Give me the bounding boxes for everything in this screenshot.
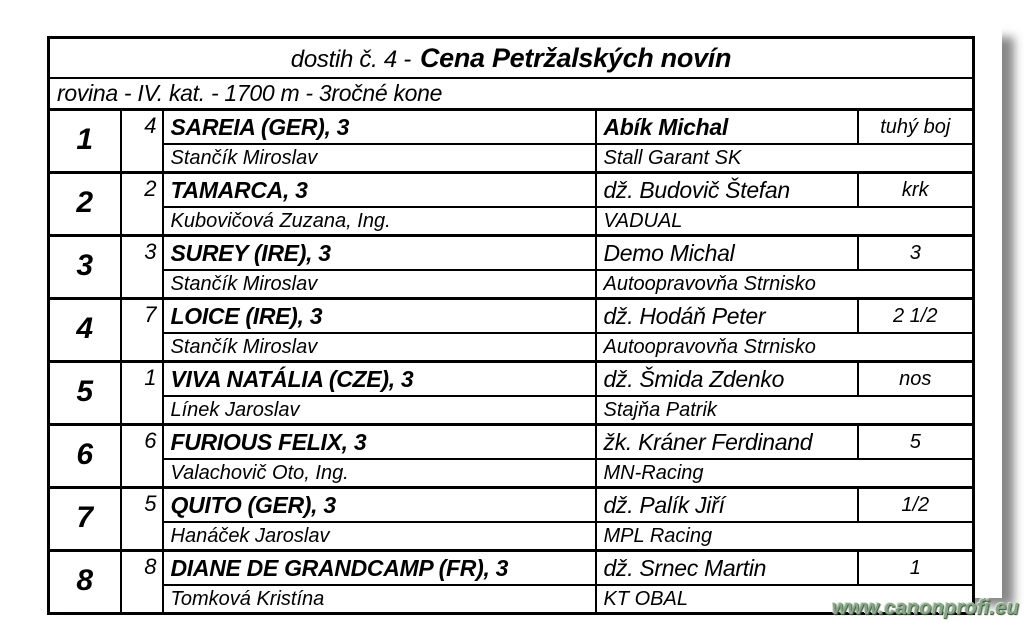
results-body	[49, 110, 974, 614]
result-row-secondary	[49, 144, 974, 173]
jockey-cell: Abík Michal	[596, 110, 858, 145]
result-row-secondary	[49, 396, 974, 425]
result-row-main	[49, 488, 974, 523]
result-row-main	[49, 173, 974, 208]
jockey-cell: Demo Michal	[596, 236, 858, 271]
title-row	[49, 38, 974, 79]
jockey-cell: dž. Srnec Martin	[596, 551, 858, 586]
finish-place-cell: 2	[49, 173, 121, 236]
result-row-secondary	[49, 270, 974, 299]
margin-cell: nos	[858, 362, 974, 397]
finish-place-cell: 5	[49, 362, 121, 425]
owner-cell: Autoopravovňa Strnisko	[603, 335, 816, 358]
trainer-cell: Tomková Kristína	[163, 585, 596, 614]
result-row-main	[49, 236, 974, 271]
result-row-main	[49, 551, 974, 586]
finish-place-cell: 4	[49, 299, 121, 362]
result-row-secondary	[49, 459, 974, 488]
owner-cell: Stall Garant SK	[603, 146, 742, 169]
horse-name-cell: FURIOUS FELIX, 3	[163, 425, 596, 460]
trainer-cell: Valachovič Oto, Ing.	[163, 459, 596, 488]
result-row-main	[49, 299, 974, 334]
margin-cell: tuhý boj	[858, 110, 974, 145]
race-conditions: rovina - IV. kat. - 1700 m - 3ročné kone	[49, 78, 974, 110]
race-number-label: dostih č. 4 -	[290, 45, 411, 73]
horse-name-cell: TAMARCA, 3	[163, 173, 596, 208]
finish-place-cell: 1	[49, 110, 121, 173]
owner-cell: MN-Racing	[603, 461, 704, 484]
trainer-cell: Stančík Miroslav	[163, 333, 596, 362]
margin-cell: 2 1/2	[858, 299, 974, 334]
finish-place-cell: 8	[49, 551, 121, 614]
result-row-secondary	[49, 207, 974, 236]
owner-cell: KT OBAL	[603, 587, 688, 610]
owner-cell: MPL Racing	[603, 524, 713, 547]
jockey-cell: dž. Palík Jiří	[596, 488, 858, 523]
finish-place-cell: 3	[49, 236, 121, 299]
race-title	[49, 38, 974, 79]
conditions-row	[49, 78, 974, 110]
margin-cell: krk	[858, 173, 974, 208]
result-row-secondary	[49, 522, 974, 551]
watermark-text: www.canonprofi.eu	[831, 597, 1019, 619]
start-number-cell: 5	[121, 488, 163, 551]
trainer-cell: Stančík Miroslav	[163, 270, 596, 299]
horse-name-cell: VIVA NATÁLIA (CZE), 3	[163, 362, 596, 397]
race-results-table	[47, 36, 975, 615]
horse-name-cell: QUITO (GER), 3	[163, 488, 596, 523]
trainer-cell: Hanáček Jaroslav	[163, 522, 596, 551]
owner-cell: Autoopravovňa Strnisko	[603, 272, 816, 295]
horse-name-cell: SUREY (IRE), 3	[163, 236, 596, 271]
result-row-secondary	[49, 333, 974, 362]
start-number-cell: 8	[121, 551, 163, 614]
start-number-cell: 7	[121, 299, 163, 362]
margin-cell: 3	[858, 236, 974, 271]
trainer-cell: Stančík Miroslav	[163, 144, 596, 173]
start-number-cell: 6	[121, 425, 163, 488]
jockey-cell: dž. Budovič Štefan	[596, 173, 858, 208]
jockey-cell: dž. Hodáň Peter	[596, 299, 858, 334]
result-row-main	[49, 110, 974, 145]
finish-place-cell: 6	[49, 425, 121, 488]
jockey-cell: dž. Šmida Zdenko	[596, 362, 858, 397]
margin-cell: 1/2	[858, 488, 974, 523]
horse-name-cell: LOICE (IRE), 3	[163, 299, 596, 334]
owner-cell: VADUAL	[603, 209, 683, 232]
owner-cell: Stajňa Patrik	[603, 398, 717, 421]
race-name: Cena Petržalských novín	[419, 42, 732, 73]
result-row-main	[49, 362, 974, 397]
jockey-cell: žk. Kráner Ferdinand	[596, 425, 858, 460]
result-row-main	[49, 425, 974, 460]
horse-name-cell: DIANE DE GRANDCAMP (FR), 3	[163, 551, 596, 586]
start-number-cell: 2	[121, 173, 163, 236]
margin-cell: 5	[858, 425, 974, 460]
start-number-cell: 3	[121, 236, 163, 299]
trainer-cell: Kubovičová Zuzana, Ing.	[163, 207, 596, 236]
trainer-cell: Línek Jaroslav	[163, 396, 596, 425]
finish-place-cell: 7	[49, 488, 121, 551]
start-number-cell: 4	[121, 110, 163, 173]
horse-name-cell: SAREIA (GER), 3	[163, 110, 596, 145]
margin-cell: 1	[858, 551, 974, 586]
start-number-cell: 1	[121, 362, 163, 425]
